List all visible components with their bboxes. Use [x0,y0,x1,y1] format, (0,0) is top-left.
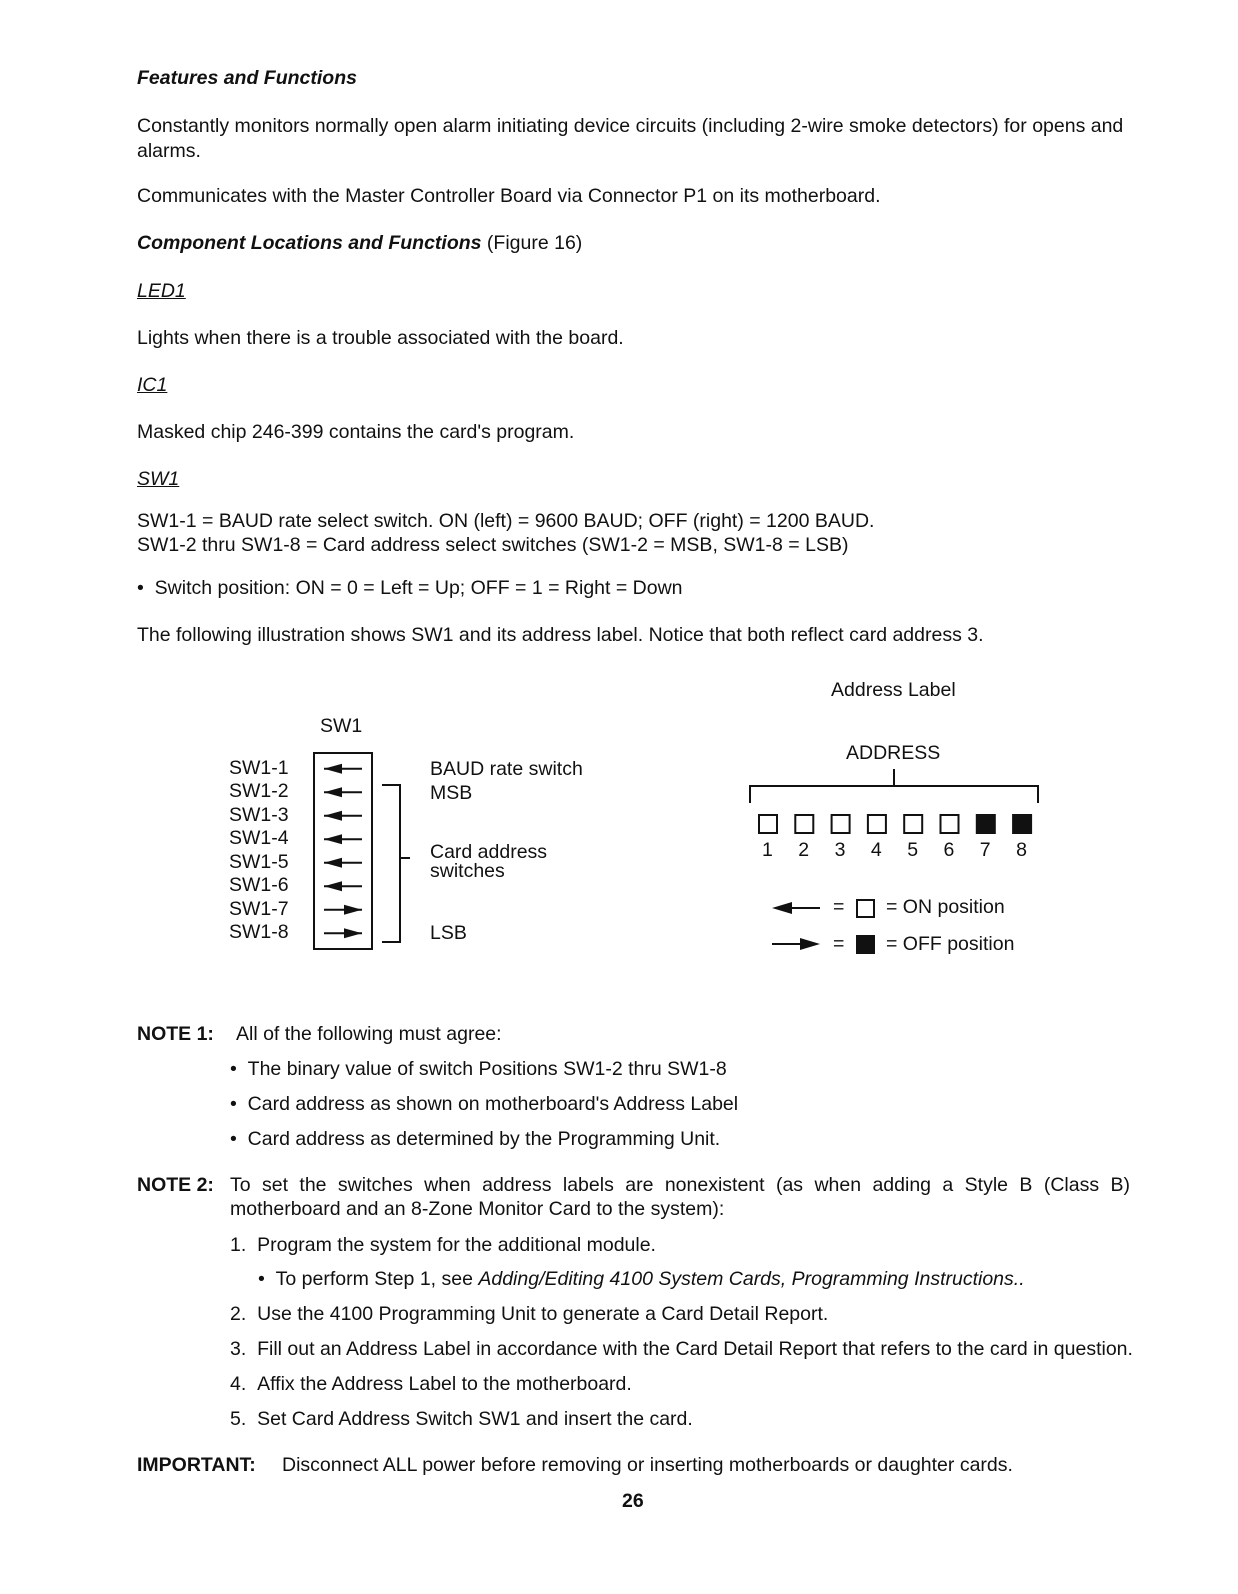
page-number: 26 [622,1490,644,1512]
step-number: 3. [230,1338,247,1360]
switch-label-5: SW1-5 [229,850,289,873]
legend-on-box-icon [857,900,874,917]
address-bit-box-2 [795,815,813,833]
important-text: Disconnect ALL power before removing or inserting motherboards or daughter cards. [282,1454,1013,1476]
switch-label-7: SW1-7 [229,897,289,920]
address-bracket [382,785,400,942]
switch-label-4: SW1-4 [229,827,289,850]
address-bit-number-1: 1 [762,839,773,861]
address-bit-box-4 [868,815,886,833]
note1-bullet-1-text: The binary value of switch Positions SW1-2 thru SW1-8 [247,1058,727,1080]
note1-bullet-1: • The binary value of switch Positions SW1-2 thru SW1-8 [230,1058,727,1080]
address-heading: ADDRESS [846,742,941,764]
card-address-label-1: Card address [430,841,548,863]
address-header-bracket [750,786,1038,803]
step-text: Fill out an Address Label in accordance with the Card Detail Report that refers to the card in question. [257,1338,1133,1360]
legend-off-box-icon [857,936,874,953]
address-label-title: Address Label [831,679,956,701]
note2-step-1 [230,1234,656,1257]
figure-reference: (Figure 16) [486,232,583,254]
legend-off-text: = OFF position [886,933,1015,955]
note2-sub-bullet: • To perform Step 1, see Adding/Editing 4100 System Cards, Programming Instructions.. [258,1268,1025,1290]
msb-label: MSB [430,782,473,804]
legend-on-equals: = [833,896,845,918]
address-bit-number-6: 6 [943,839,955,861]
note1-label: NOTE 1: [137,1023,214,1045]
address-bit-box-6 [941,815,959,833]
note2-step-2 [230,1303,828,1326]
address-bit-number-5: 5 [907,839,919,861]
switch-label-2: SW1-2 [229,780,289,803]
note1-bullet-3: • Card address as determined by the Programming Unit. [230,1128,721,1150]
led1-label: LED1 [137,280,186,302]
address-bit-box-3 [832,815,850,833]
legend-on-text: = ON position [886,896,1005,918]
note1-text: All of the following must agree: [236,1023,502,1045]
step-text: Use the 4100 Programming Unit to generate a Card Detail Report. [257,1303,829,1325]
note2-line-2: motherboard and an 8-Zone Monitor Card to the system): [230,1198,725,1220]
dip-switch-frame [314,753,372,949]
address-bit-number-8: 8 [1016,839,1027,861]
card-address-label-2: switches [430,860,505,882]
note2-line-1: To set the switches when address labels are nonexistent (as when adding a Style B (Class B) [230,1174,1130,1196]
sub-bullet-prefix: To perform Step 1, see [275,1268,479,1290]
lsb-label: LSB [430,922,467,944]
address-bit-box-1 [759,815,777,833]
step-text: Affix the Address Label to the motherboard. [257,1373,632,1395]
ic1-description: Masked chip 246-399 contains the card's program. [137,421,575,443]
step-number: 2. [230,1303,247,1325]
step-text: Set Card Address Switch SW1 and insert the card. [257,1408,693,1430]
important-label: IMPORTANT: [137,1454,256,1476]
legend-on-arrow-icon [772,902,820,914]
features-heading: Features and Functions [137,67,357,89]
address-bit-number-4: 4 [870,839,882,861]
legend-off-arrow-icon [772,938,820,950]
note2-step-3 [230,1338,1133,1361]
legend-off-equals: = [833,933,845,955]
step-number: 5. [230,1408,247,1430]
note1-bullet-2-text: Card address as shown on motherboard's Address Label [247,1093,739,1115]
switch-label-3: SW1-3 [229,803,289,826]
led1-description: Lights when there is a trouble associated with the board. [137,327,624,349]
note1-bullet-2: • Card address as shown on motherboard's Address Label [230,1093,739,1115]
address-bit-number-7: 7 [979,839,991,861]
switch-label-6: SW1-6 [229,874,289,897]
switch-label-1: SW1-1 [229,756,289,779]
features-paragraph-1: Constantly monitors normally open alarm initiating device circuits (including 2-wire smoke detectors) for opens and alarms. [137,115,1124,162]
note2-step-4 [230,1373,632,1396]
address-bit-boxes [759,815,1031,833]
sw1-line-1: SW1-1 = BAUD rate select switch. ON (left) = 9600 BAUD; OFF (right) = 1200 BAUD. [137,510,875,532]
address-bit-box-7 [977,815,995,833]
dip-switch-body [314,753,372,949]
step-number: 1. [230,1234,247,1256]
illustration-intro: The following illustration shows SW1 and its address label. Notice that both reflect card address 3. [137,624,984,646]
ic1-label: IC1 [137,374,168,396]
address-bit-box-5 [904,815,922,833]
sub-bullet-reference: Adding/Editing 4100 System Cards, Programming Instructions.. [478,1268,1025,1290]
note1-bullet-3-text: Card address as determined by the Programming Unit. [247,1128,721,1150]
step-text: Program the system for the additional module. [257,1234,656,1256]
address-bit-number-2: 2 [798,839,810,861]
note2-step-5 [230,1408,693,1431]
switch-position-text: Switch position: ON = 0 = Left = Up; OFF = 1 = Right = Down [154,577,683,599]
note2-label: NOTE 2: [137,1174,214,1196]
sw1-line-2: SW1-2 thru SW1-8 = Card address select switches (SW1-2 = MSB, SW1-8 = LSB) [137,534,849,556]
components-heading: Component Locations and Functions [137,232,482,254]
switch-label-8: SW1-8 [229,921,289,944]
features-paragraph-2: Communicates with the Master Controller Board via Connector P1 on its motherboard. [137,185,881,207]
address-bit-number-3: 3 [834,839,846,861]
switch-diagram-title: SW1 [320,715,363,737]
sw1-label: SW1 [137,468,180,490]
bullet-dot: • [137,577,155,599]
step-number: 4. [230,1373,247,1395]
address-bit-box-8 [1013,815,1031,833]
baud-rate-label: BAUD rate switch [430,758,583,780]
